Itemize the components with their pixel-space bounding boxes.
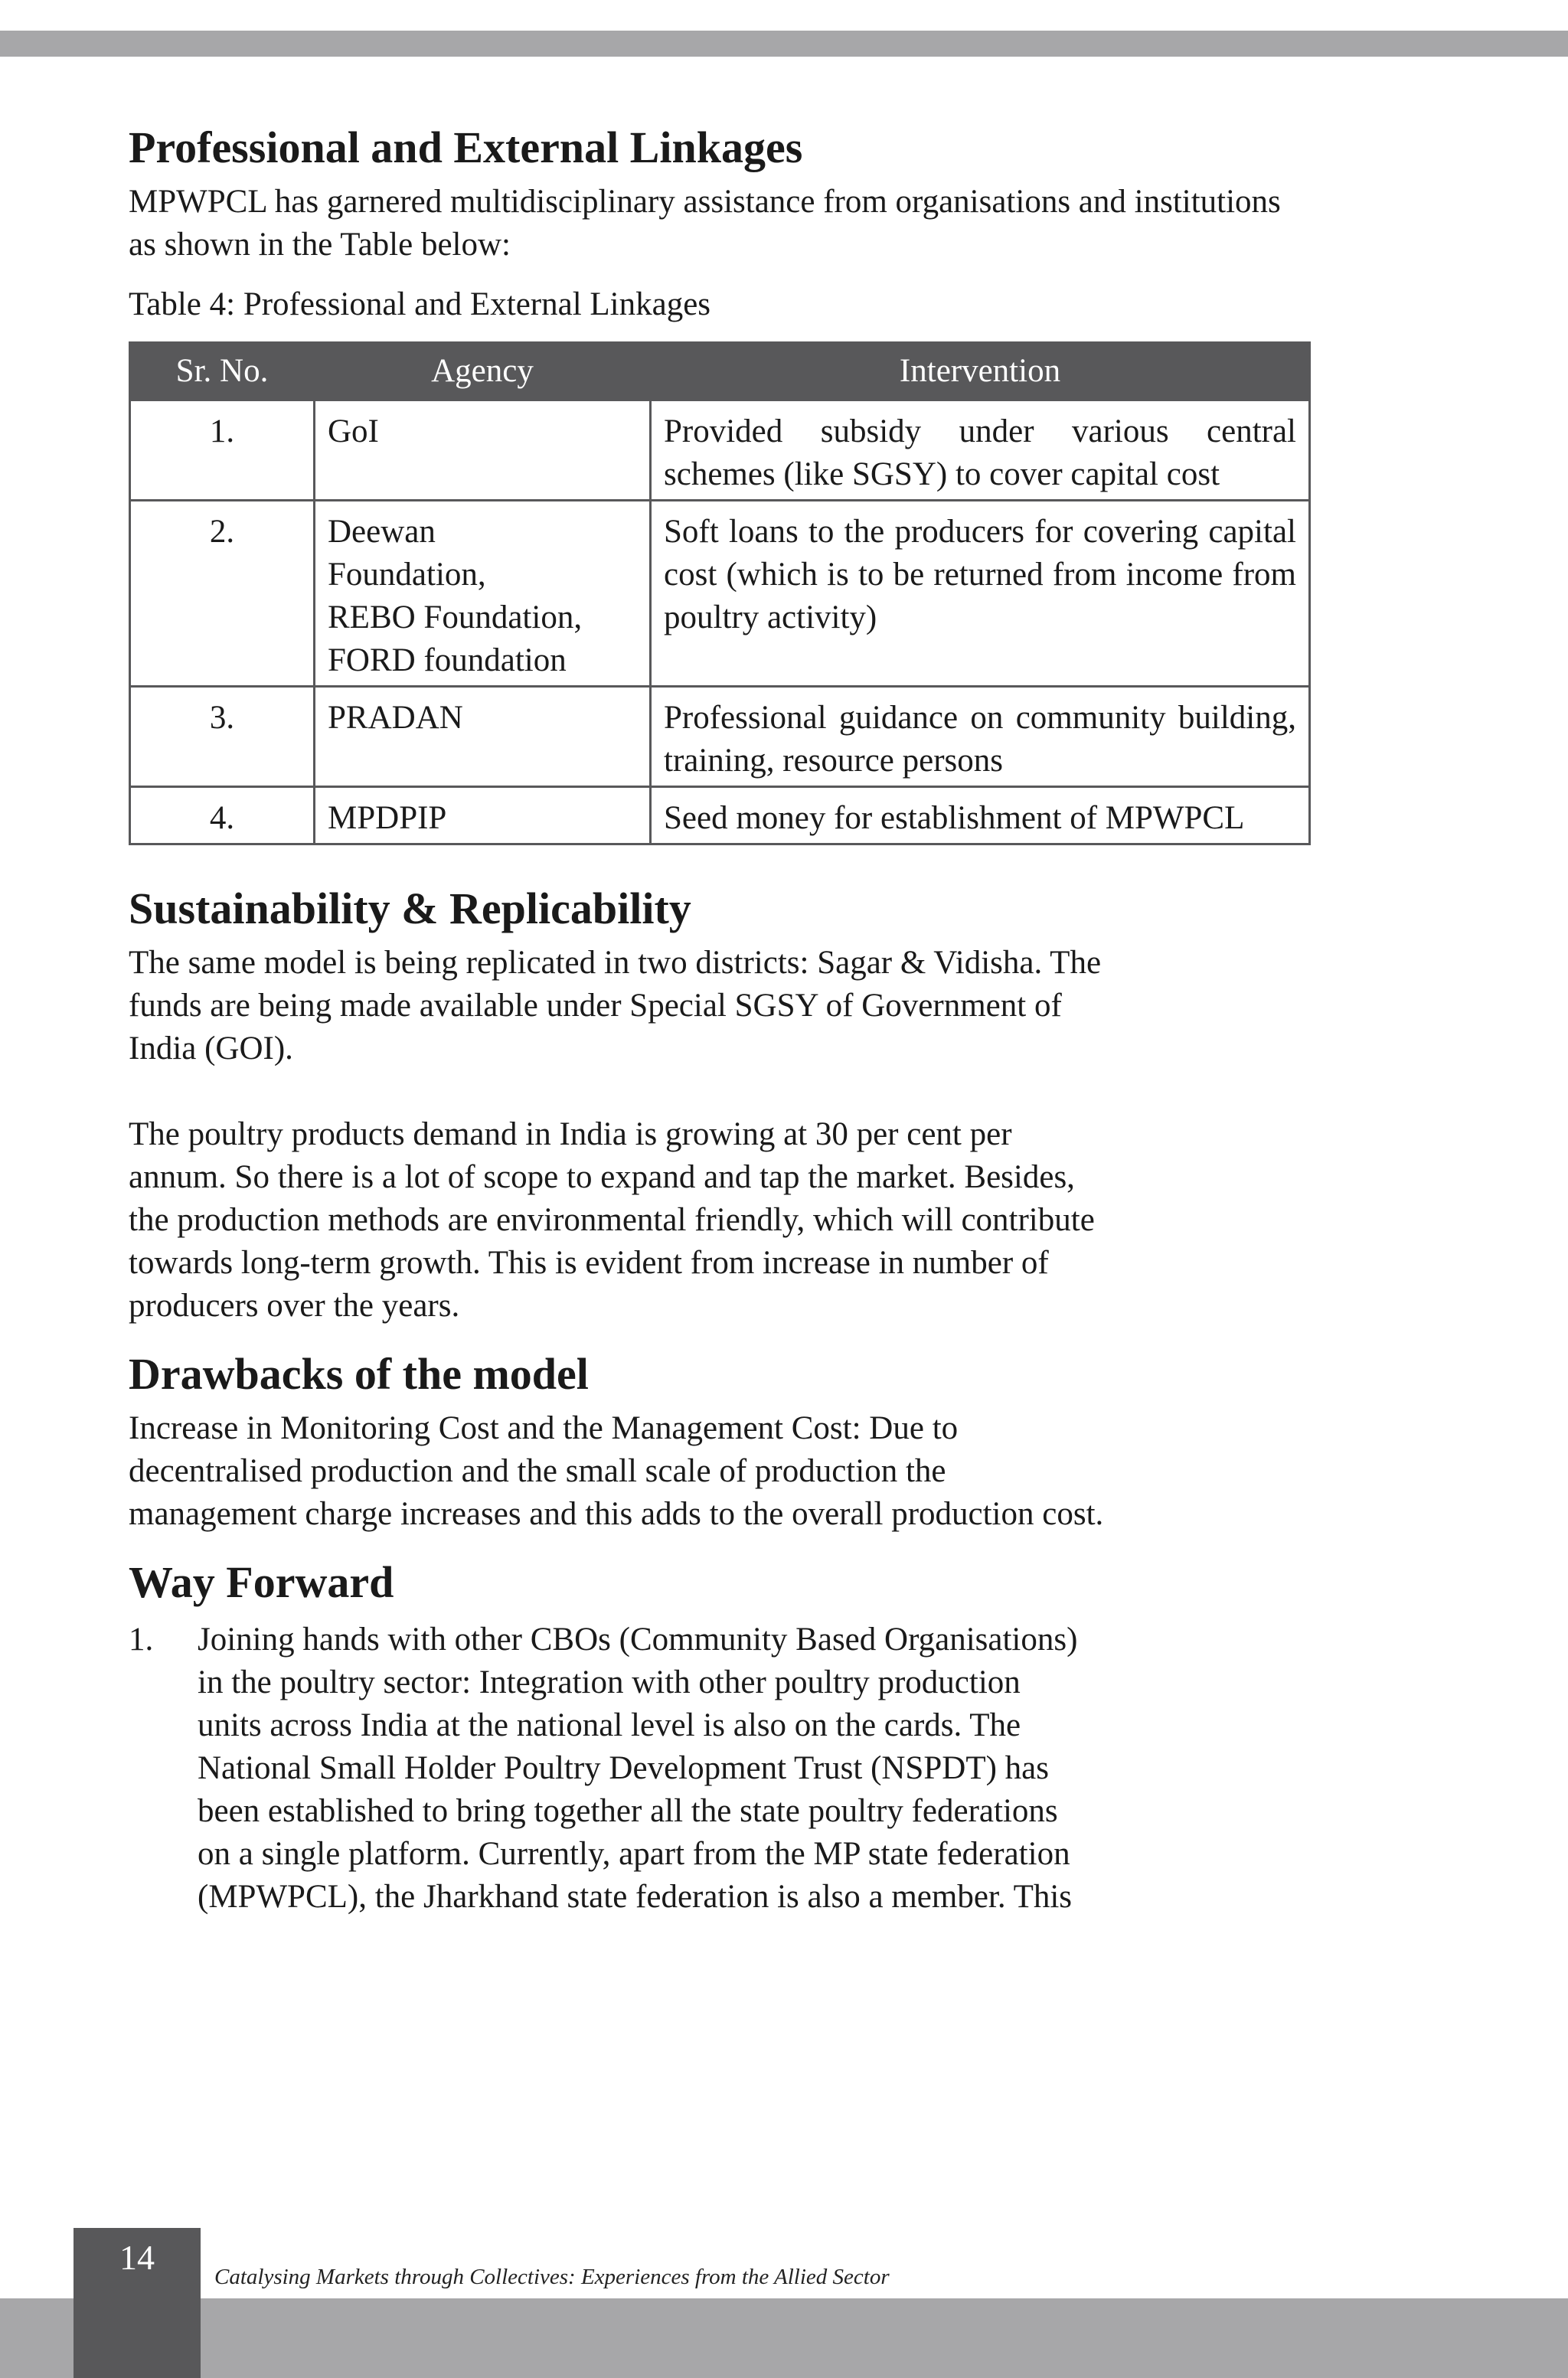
list-item-number: 1. — [129, 1622, 154, 1658]
section-heading-sustainability: Sustainability & Replicability — [129, 884, 691, 933]
list-item-text — [198, 1619, 1077, 1919]
table-caption: Table 4: Professional and External Linkages — [129, 286, 711, 322]
way-forward-list — [129, 1619, 1323, 1919]
text-line: been established to bring together all the state poultry federations — [198, 1793, 1058, 1829]
cell-sr-no: 4. — [130, 787, 315, 844]
text-line: annum. So there is a lot of scope to expand and tap the market. Besides, — [129, 1159, 1075, 1195]
page-content — [129, 115, 1323, 1919]
text-line: India (GOI). — [129, 1031, 293, 1067]
text-line: management charge increases and this adds to the overall production cost. — [129, 1496, 1104, 1532]
section-heading-linkages: Professional and External Linkages — [129, 122, 803, 172]
cell-sr-no: 3. — [130, 687, 315, 787]
header-decorative-bar — [0, 31, 1568, 57]
agency-line: Deewan — [328, 514, 436, 550]
agency-line: FORD foundation — [328, 642, 567, 678]
cell-agency — [315, 501, 651, 687]
text-line: the production methods are environmental friendly, which will contribute — [129, 1202, 1095, 1238]
column-header-agency: Agency — [315, 343, 651, 400]
page-number: 14 — [119, 2238, 155, 2277]
text-line: on a single platform. Currently, apart from the MP state federation — [198, 1836, 1070, 1872]
text-line: decentralised production and the small scale of production the — [129, 1453, 946, 1489]
text-line: Joining hands with other CBOs (Community Based Organisations) — [198, 1622, 1078, 1658]
linkages-table — [129, 341, 1311, 845]
column-header-intervention: Intervention — [651, 343, 1310, 400]
text-line: The poultry products demand in India is growing at 30 per cent per — [129, 1116, 1012, 1152]
footer-decorative-bar — [0, 2298, 1568, 2378]
list-item — [129, 1619, 1323, 1919]
cell-sr-no: 2. — [130, 501, 315, 687]
section-heading-drawbacks: Drawbacks of the model — [129, 1349, 589, 1399]
footer-book-title: Catalysing Markets through Collectives: Experiences from the Allied Sector — [214, 2265, 890, 2289]
table-row — [130, 787, 1310, 844]
cell-agency: GoI — [315, 400, 651, 501]
agency-line: REBO Foundation, — [328, 599, 583, 635]
cell-intervention: Seed money for establishment of MPWPCL — [651, 787, 1310, 844]
text-line: Increase in Monitoring Cost and the Management Cost: Due to — [129, 1410, 959, 1446]
drawbacks-paragraph — [129, 1407, 1323, 1536]
cell-intervention: Professional guidance on community building, training, resource persons — [651, 687, 1310, 787]
text-line: in the poultry sector: Integration with other poultry production — [198, 1664, 1021, 1700]
linkages-intro: MPWPCL has garnered multidisciplinary assistance from organisations and institutions as shown in the Table below: — [129, 184, 1281, 263]
table-row — [130, 400, 1310, 501]
text-line: (MPWPCL), the Jharkhand state federation is also a member. This — [198, 1879, 1073, 1915]
column-header-sr-no: Sr. No. — [130, 343, 315, 400]
table-row — [130, 687, 1310, 787]
text-line: units across India at the national level is also on the cards. The — [198, 1707, 1021, 1743]
text-line: The same model is being replicated in two districts: Sagar & Vidisha. The — [129, 945, 1102, 981]
cell-sr-no: 1. — [130, 400, 315, 501]
text-line: National Small Holder Poultry Development Trust (NSPDT) has — [198, 1750, 1049, 1786]
table-header-row — [130, 343, 1310, 400]
cell-agency: MPDPIP — [315, 787, 651, 844]
text-line: producers over the years. — [129, 1288, 460, 1324]
text-line: towards long-term growth. This is evident from increase in number of — [129, 1245, 1049, 1281]
cell-agency: PRADAN — [315, 687, 651, 787]
text-line: funds are being made available under Special SGSY of Government of — [129, 988, 1062, 1024]
cell-intervention: Soft loans to the producers for covering capital cost (which is to be returned from income from poultry activity) — [651, 501, 1310, 687]
sustainability-paragraph-2 — [129, 1113, 1323, 1328]
table-row — [130, 501, 1310, 687]
section-heading-way-forward: Way Forward — [129, 1557, 394, 1607]
cell-intervention: Provided subsidy under various central schemes (like SGSY) to cover capital cost — [651, 400, 1310, 501]
sustainability-paragraph-1 — [129, 942, 1323, 1070]
agency-line: Foundation, — [328, 557, 486, 593]
